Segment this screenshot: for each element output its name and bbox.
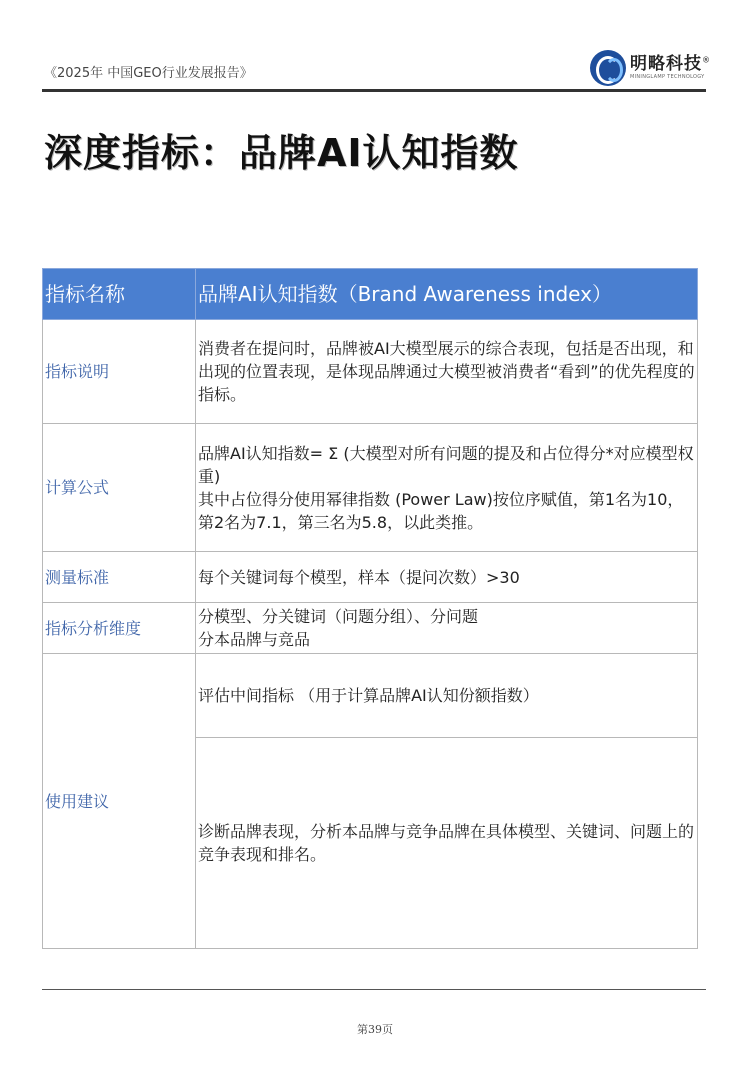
- company-logo: [590, 50, 710, 86]
- metric-table: [42, 268, 698, 949]
- table-row-dimensions: [43, 603, 698, 654]
- usage-item: 评估中间指标 （用于计算品牌AI认知份额指数）: [196, 654, 698, 738]
- usage-item: 诊断品牌表现，分析本品牌与竞争品牌在具体模型、关键词、问题上的竞争表现和排名。: [196, 738, 698, 949]
- table-row-description: [43, 320, 698, 424]
- row-label: 指标分析维度: [43, 603, 196, 654]
- row-value: 每个关键词每个模型，样本（提问次数）>30: [196, 552, 698, 603]
- row-value: [196, 424, 698, 552]
- row-label: 计算公式: [43, 424, 196, 552]
- logo-mark-icon: [590, 50, 626, 86]
- table-header-row: [43, 269, 698, 320]
- row-label: 使用建议: [43, 654, 196, 949]
- table-row-standard: [43, 552, 698, 603]
- page-number: 第39页: [357, 1023, 393, 1036]
- table-row-formula: [43, 424, 698, 552]
- formula-note: 其中占位得分使用幂律指数 (Power Law)按位序赋值，第1名为10，第2名为7.1，第三名为5.8，以此类推。: [198, 489, 684, 532]
- row-value: [196, 603, 698, 654]
- header-value-cell: 品牌AI认知指数（Brand Awareness index）: [196, 269, 698, 320]
- logo-subtitle: MININGLAMP TECHNOLOGY: [630, 74, 705, 80]
- page-heading: 深度指标：品牌AI认知指数: [44, 131, 519, 175]
- header-label-cell: 指标名称: [43, 269, 196, 320]
- row-value: 消费者在提问时，品牌被AI大模型展示的综合表现，包括是否出现，和出现的位置表现，是体现品牌通过大模型被消费者“看到”的优先程度的指标。: [196, 320, 698, 424]
- logo-name: 明略科技: [630, 54, 702, 74]
- header-divider: [42, 89, 706, 92]
- formula-line: 品牌AI认知指数= Σ (大模型对所有问题的提及和占位得分*对应模型权重): [198, 443, 694, 486]
- row-label: 指标说明: [43, 320, 196, 424]
- report-title: 《2025年 中国GEO行业发展报告》: [44, 66, 253, 81]
- dimension-line: 分模型、分关键词（问题分组）、分问题: [198, 607, 479, 626]
- footer-divider: [42, 989, 706, 990]
- table-row-usage: [43, 654, 698, 738]
- dimension-line: 分本品牌与竞品: [198, 630, 311, 649]
- logo-registered-mark: ®: [702, 55, 710, 65]
- row-label: 测量标准: [43, 552, 196, 603]
